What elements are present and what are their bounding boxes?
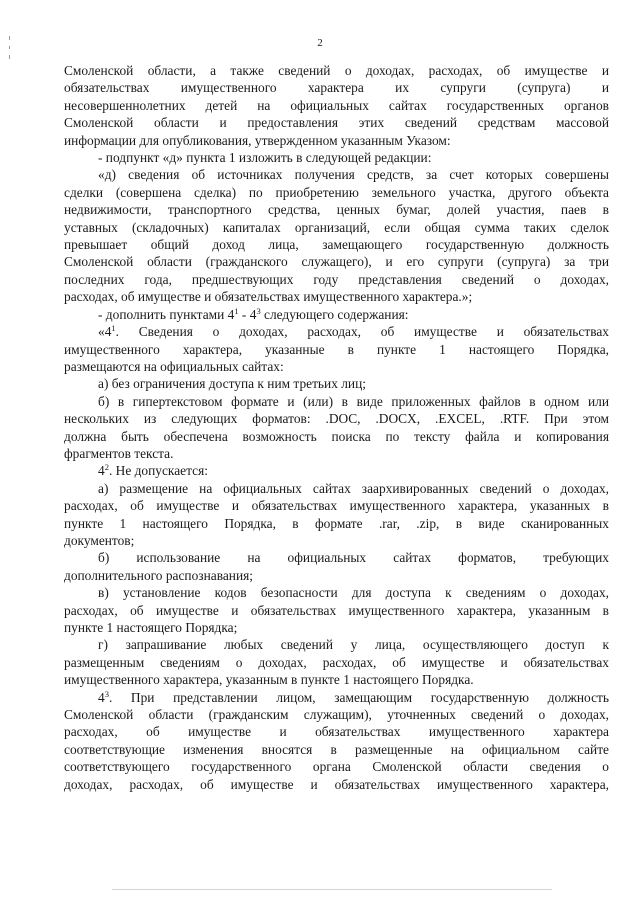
text-line: превышает общий доход лица, замещающего государственную должность <box>64 237 609 253</box>
text-line: расходах, об имуществе и обязательствах имущественного характера, указанным в <box>64 602 609 618</box>
text-line: уставных (складочных) капиталах организаций, если общая сумма таких сделок <box>64 219 609 235</box>
text-line: информации для опубликования, утвержденном указанным Указом: <box>64 132 451 148</box>
text-line: нескольких из следующих форматов: .DOC, .DOCX, .EXCEL, .RTF. При этом <box>64 411 609 427</box>
text-fragment: - 4 <box>238 306 257 322</box>
text-line: в) установление кодов безопасности для доступа к сведениям о доходах, <box>98 585 609 601</box>
text-line: Смоленской области и предоставления этих сведений средствам массовой <box>64 115 609 131</box>
text-line: фрагментов текста. <box>64 445 174 461</box>
text-line: соответствующие изменения вносятся в размещенные на официальном сайте <box>64 741 609 757</box>
text-fragment: . При представлении лицом, замещающим государственную должность <box>108 689 609 705</box>
text-fragment: - дополнить пунктами 4 <box>98 306 235 322</box>
text-line: Смоленской области (гражданского служащего), и его супруги (супруга) за три <box>64 254 609 270</box>
text-line: пункте 1 настоящего Порядка, в формате .rar, .zip, в виде сканированных <box>64 515 609 531</box>
superscript: 3 <box>256 305 261 316</box>
text-fragment: . Сведения о доходах, расходах, об имуществе и обязательствах <box>115 324 609 340</box>
margin-mark <box>9 36 10 40</box>
text-line: соответствующего государственного органа Смоленской области сведения о <box>64 759 609 775</box>
page-number: 2 <box>317 37 323 49</box>
text-line: а) размещение на официальных сайтах заархивированных сведений о доходах, <box>98 480 609 496</box>
text-line: - подпункт «д» пункта 1 изложить в следующей редакции: <box>98 150 432 166</box>
text-line: б) использование на официальных сайтах форматов, требующих <box>98 550 609 566</box>
text-line: имущественного характера, указанные в пункте 1 настоящего Порядка, <box>64 341 609 357</box>
margin-mark <box>9 55 10 59</box>
text-line: размещаются на официальных сайтах: <box>64 358 284 374</box>
text-line: должна быть обеспечена возможность поиска по тексту файла и копирования <box>64 428 609 444</box>
text-fragment: «4 <box>98 324 112 340</box>
text-line <box>64 462 609 479</box>
text-line: размещенным сведениям о доходах, расходах, об имуществе и обязательствах <box>64 654 609 670</box>
text-line: имущественного характера, указанным в пункте 1 настоящего Порядка. <box>64 672 474 688</box>
text-line: расходах, об имуществе и обязательствах имущественного характера.»; <box>64 289 473 305</box>
text-line: последних года, предшествующих году представления сведений о доходах, <box>64 271 609 287</box>
text-fragment: 4 <box>98 689 105 705</box>
text-line: «д) сведения об источниках получения средств, за счет которых совершены <box>98 167 609 183</box>
scan-edge-line <box>112 889 552 890</box>
superscript: 2 <box>104 462 109 473</box>
text-line: Смоленской области (гражданским служащим), уточненных сведений о доходах, <box>64 707 609 723</box>
text-line: пункте 1 настоящего Порядка; <box>64 620 238 635</box>
text-line: Смоленской области, а также сведений о доходах, расходах, об имуществе и <box>64 63 609 78</box>
text-line <box>64 689 609 706</box>
text-fragment: следующего содержания: <box>260 306 409 322</box>
text-fragment: . Не допускается: <box>108 463 208 479</box>
text-line: расходах, об имуществе и обязательствах имущественного характера, указанных в <box>64 498 609 514</box>
text-line: дополнительного распознавания; <box>64 567 253 583</box>
superscript: 3 <box>104 688 109 699</box>
text-line: а) без ограничения доступа к ним третьих лиц; <box>98 376 366 392</box>
document-body <box>64 62 609 793</box>
text-line: недвижимости, транспортного средства, ценных бумаг, долей участия, паев в <box>64 202 609 218</box>
text-line: обязательствах имущественного характера их супруги (супруга) и <box>64 80 609 96</box>
text-fragment: 4 <box>98 463 105 479</box>
text-line: несовершеннолетних детей на официальных сайтах государственных органов <box>64 97 609 113</box>
margin-mark <box>9 46 10 49</box>
superscript: 1 <box>111 323 116 334</box>
text-line: расходах, об имуществе и обязательствах имущественного характера <box>64 724 609 740</box>
text-line <box>64 323 609 340</box>
text-line: сделки (совершена сделка) по приобретению земельного участка, другого объекта <box>64 184 609 200</box>
superscript: 1 <box>234 305 239 316</box>
text-line: б) в гипертекстовом формате и (или) в виде приложенных файлов в одном или <box>98 393 609 409</box>
text-line: документов; <box>64 532 135 548</box>
text-line <box>64 306 609 323</box>
text-line: доходах, расходах, об имуществе и обязательствах имущественного характера, <box>64 776 609 792</box>
text-line: г) запрашивание любых сведений у лица, осуществляющего доступ к <box>98 637 609 653</box>
